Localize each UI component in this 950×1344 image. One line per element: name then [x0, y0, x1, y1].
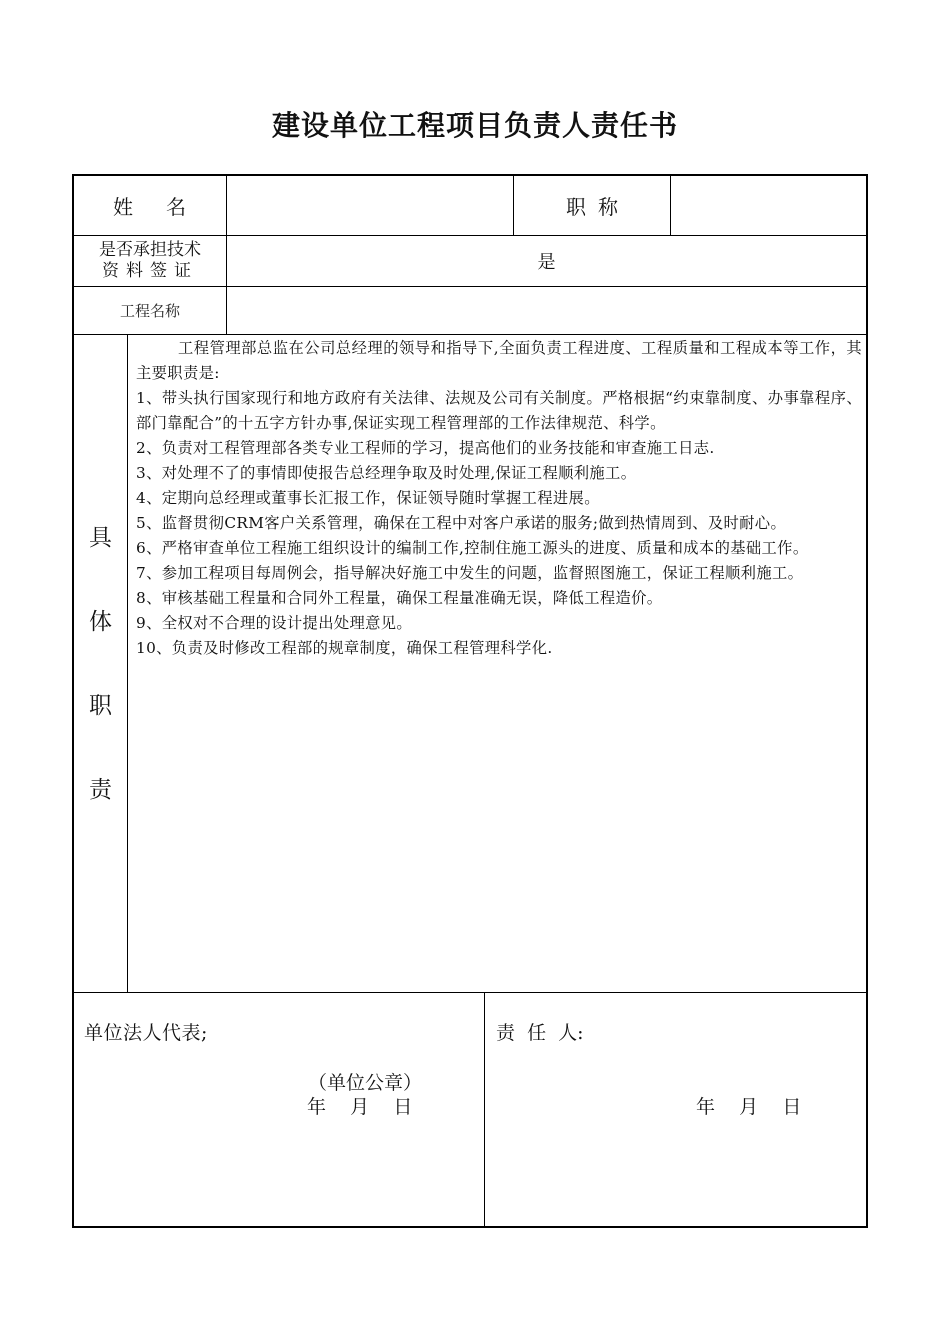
right-date-line: 年 月 日	[696, 1096, 802, 1118]
duty-item: 6、严格审查单位工程施工组织设计的编制工作,控制住施工源头的进度、质量和成本的基础工作。	[136, 539, 809, 557]
duty-item: 10、负责及时修改工程部的规章制度，确保工程管理科学化.	[136, 639, 553, 657]
tech-signoff-value[interactable]: 是	[537, 252, 556, 273]
duty-item: 8、审核基础工程量和合同外工程量，确保工程量准确无误，降低工程造价。	[136, 589, 663, 607]
duty-item: 1、带头执行国家现行和地方政府有关法律、法规及公司有关制度。严格根据“约束靠制度、办事靠程序、部门靠配合”的十五字方针办事,保证实现工程管理部的工作法律规范、科学。	[136, 389, 862, 432]
row-divider	[74, 334, 866, 335]
project-name-field[interactable]	[227, 287, 866, 334]
company-seal-label: （单位公章）	[308, 1072, 423, 1094]
name-label-char: 名	[166, 195, 187, 219]
duty-item: 5、监督贯彻CRM客户关系管理，确保在工程中对客户承诺的服务;做到热情周到、及时耐心。	[136, 514, 787, 532]
duty-item: 4、定期向总经理或董事长汇报工作，保证领导随时掌握工程进展。	[136, 489, 600, 507]
left-date-line: 年 月 日	[307, 1096, 413, 1118]
name-label-char: 姓	[113, 195, 134, 219]
responsible-person-label: 责 任 人:	[496, 1022, 584, 1044]
duty-item: 2、负责对工程管理部各类专业工程师的学习，提高他们的业务技能和审查施工日志.	[136, 439, 715, 457]
duties-label	[74, 336, 127, 992]
duties-label-char: 具	[89, 525, 112, 551]
job-title-label-char: 职	[566, 195, 586, 219]
duties-label-char: 责	[89, 777, 112, 803]
tech-signoff-label	[74, 236, 226, 286]
duties-label-char: 体	[89, 609, 112, 635]
job-title-label-char: 称	[598, 195, 618, 219]
document-title: 建设单位工程项目负责人责任书	[271, 109, 678, 142]
name-field[interactable]	[227, 176, 513, 235]
duties-intro: 工程管理部总监在公司总经理的领导和指导下,全面负责工程进度、工程质量和工程成本等工作，其主要职责是:	[136, 339, 862, 382]
project-name-label: 工程名称	[119, 302, 180, 320]
duty-item: 9、全权对不合理的设计提出处理意见。	[136, 614, 413, 632]
duties-text	[136, 336, 862, 661]
tech-signoff-label-line2: 资料签证	[102, 261, 198, 281]
job-title-field[interactable]	[671, 176, 866, 235]
job-title-label	[514, 176, 670, 235]
tech-signoff-label-line1: 是否承担技术	[99, 240, 201, 260]
name-label	[74, 176, 226, 235]
duty-item: 3、对处理不了的事情即使报告总经理争取及时处理,保证工程顺利施工。	[136, 464, 637, 482]
column-divider	[484, 992, 485, 1228]
column-divider	[127, 334, 128, 992]
responsibility-form	[72, 174, 868, 1228]
duty-item: 7、参加工程项目每周例会，指导解决好施工中发生的问题，监督照图施工，保证工程顺利施工。	[136, 564, 804, 582]
duties-label-char: 职	[89, 693, 112, 719]
row-divider	[74, 992, 866, 993]
legal-representative-label: 单位法人代表;	[84, 1022, 208, 1044]
